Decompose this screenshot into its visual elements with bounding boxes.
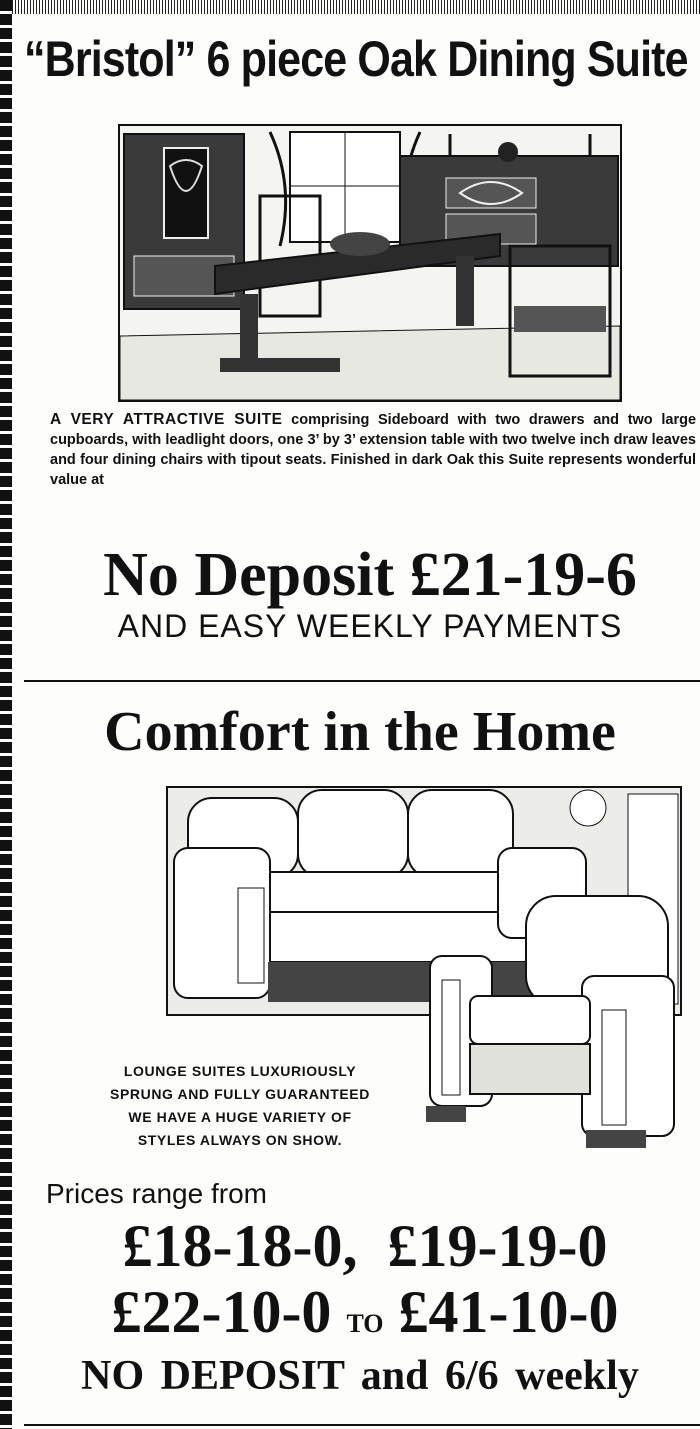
price-range-label: Prices range from [46,1178,267,1209]
price-line-2 [30,1280,700,1356]
armchair-illustration [426,890,678,1154]
decorative-top-border [12,0,700,14]
lounge-description-line: LOUNGE SUITES LUXURIOUSLY [123,1063,357,1079]
lounge-suite-headline: Comfort in the Home [104,701,616,763]
dining-suite-headline: “Bristol” 6 piece Oak Dining Suite [24,31,688,87]
section-divider [24,680,700,682]
weekly-payments-note: AND EASY WEEKLY PAYMENTS [117,608,623,644]
lounge-suite-description [60,1060,420,1152]
lounge-description-line: SPRUNG AND FULLY GUARANTEED [110,1086,370,1102]
decorative-left-border [0,0,12,1429]
price-line-1 [30,1214,700,1278]
dining-suite-description [50,410,696,490]
bottom-divider [24,1424,700,1426]
dining-suite-illustration [118,124,622,402]
price-18-18-0: £18-18-0, [122,1213,358,1279]
price-22-10-0: £22-10-0 [111,1279,332,1345]
lounge-description-line: WE HAVE A HUGE VARIETY OF [128,1109,352,1125]
payment-terms: NO DEPOSIT and 6/6 weekly [81,1353,639,1399]
lounge-description-line: STYLES ALWAYS ON SHOW. [137,1132,343,1148]
price-19-19-0: £19-19-0 [387,1213,608,1279]
to-label: TO [346,1309,384,1338]
dining-suite-description-body: comprising Sideboard with two drawers and two large cupboards, with leadlight doors, one 3’ by 3’ extension table with two twelve inch draw leaves and four dining chairs with tipout seats. Finished in dark Oak this Suite represents wonderful value at [50,412,697,488]
dining-suite-description-lead: A VERY ATTRACTIVE SUITE [50,411,283,428]
price-41-10-0: £41-10-0 [398,1279,619,1345]
dining-suite-price: No Deposit £21-19-6 [103,541,637,609]
